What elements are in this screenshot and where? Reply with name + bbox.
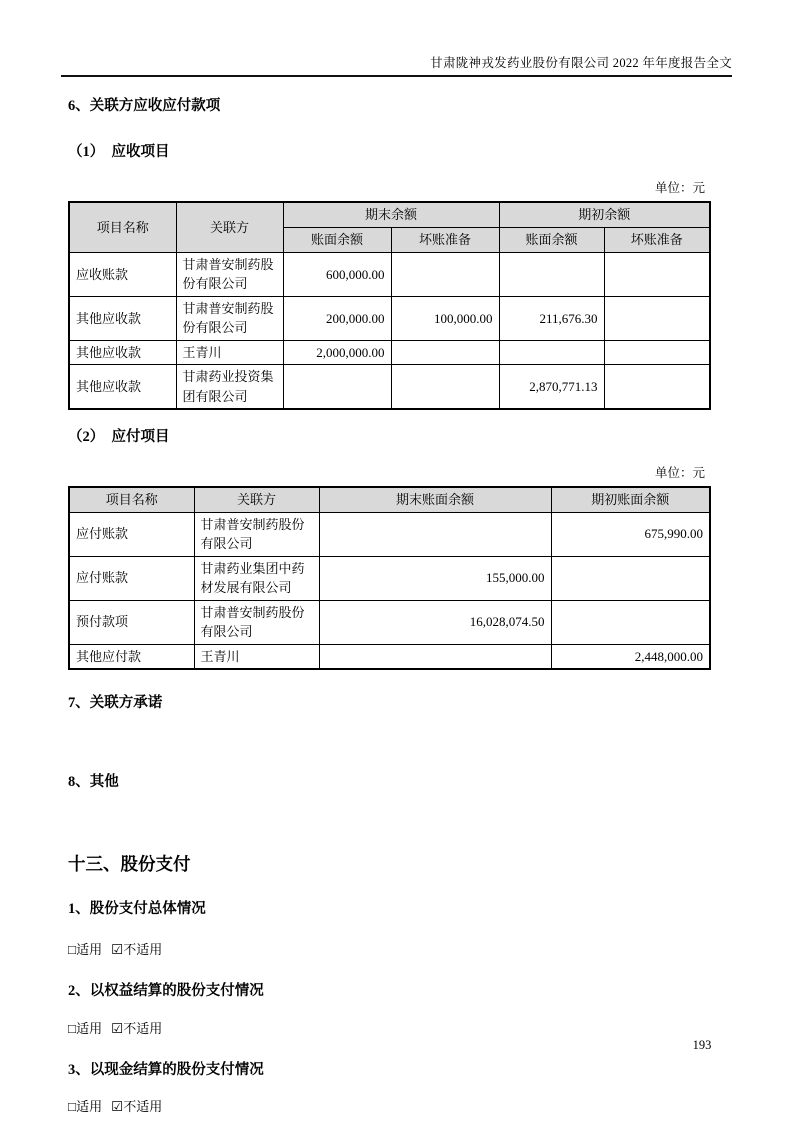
applicability-row [68, 1099, 709, 1115]
table-row [69, 512, 710, 556]
document-header [61, 0, 732, 77]
end-bad-cell [391, 365, 499, 410]
col-header-ending-book-balance: 期末账面余额 [319, 487, 551, 513]
beg-book-cell [499, 340, 604, 365]
party-cell: 王青川 [194, 644, 319, 669]
checkbox-unchecked-icon: □ [68, 942, 77, 958]
checkbox-checked-icon: ☑ [111, 1020, 124, 1036]
party-cell: 甘肃普安制药股份有限公司 [194, 600, 319, 644]
receivables-heading: （1） 应收项目 [68, 144, 170, 161]
end-book-cell [283, 365, 391, 410]
item-cell: 其他应收款 [69, 340, 176, 365]
not-applicable-label: 不适用 [123, 1020, 163, 1036]
applicability-option-not-applicable [111, 1021, 162, 1036]
payables-table [68, 486, 711, 671]
table-row [69, 252, 710, 296]
beginning-balance-cell: 2,448,000.00 [551, 644, 710, 669]
end-bad-cell: 100,000.00 [391, 296, 499, 340]
beginning-balance-cell [551, 600, 710, 644]
beg-book-cell: 2,870,771.13 [499, 365, 604, 410]
col-header-book-balance-end: 账面余额 [283, 227, 391, 252]
payables-heading: （2） 应付项目 [68, 429, 170, 446]
ending-balance-cell [319, 512, 551, 556]
end-book-cell: 2,000,000.00 [283, 340, 391, 365]
applicable-label: 适用 [76, 1099, 103, 1115]
beg-book-cell [499, 252, 604, 296]
applicability-row [68, 1021, 709, 1037]
table-row [69, 340, 710, 365]
col-header-beginning-balance: 期初余额 [499, 202, 710, 228]
applicability-option-not-applicable [111, 942, 162, 957]
applicable-label: 适用 [76, 1020, 103, 1036]
party-cell: 甘肃普安制药股份有限公司 [176, 252, 283, 296]
item-cell: 预付款项 [69, 600, 194, 644]
applicability-option-applicable [68, 1021, 102, 1036]
share-payment-overview-heading: 1、股份支付总体情况 [68, 900, 206, 917]
end-book-cell: 200,000.00 [283, 296, 391, 340]
party-cell: 甘肃药业集团中药材发展有限公司 [194, 556, 319, 600]
beg-bad-cell [604, 252, 710, 296]
item-cell: 其他应收款 [69, 365, 176, 410]
party-cell: 王青川 [176, 340, 283, 365]
col-header-item-name: 项目名称 [69, 487, 194, 513]
beg-bad-cell [604, 296, 710, 340]
cash-settled-heading: 3、以现金结算的股份支付情况 [68, 1061, 264, 1078]
checkbox-checked-icon: ☑ [111, 1099, 124, 1115]
party-cell: 甘肃普安制药股份有限公司 [194, 512, 319, 556]
end-book-cell: 600,000.00 [283, 252, 391, 296]
section-8-heading: 8、其他 [68, 773, 119, 790]
col-header-bad-debt-end: 坏账准备 [391, 227, 499, 252]
col-header-book-balance-begin: 账面余额 [499, 227, 604, 252]
ending-balance-cell [319, 644, 551, 669]
receivables-unit-label: 单位：元 [654, 180, 705, 195]
item-cell: 其他应收款 [69, 296, 176, 340]
end-bad-cell [391, 252, 499, 296]
equity-settled-heading: 2、以权益结算的股份支付情况 [68, 983, 264, 1000]
beginning-balance-cell [551, 556, 710, 600]
party-cell: 甘肃药业投资集团有限公司 [176, 365, 283, 410]
page-number: 193 [692, 1038, 712, 1052]
col-header-item-name: 项目名称 [69, 202, 176, 253]
ending-balance-cell: 155,000.00 [319, 556, 551, 600]
col-header-bad-debt-begin: 坏账准备 [604, 227, 710, 252]
checkbox-unchecked-icon: □ [68, 1020, 77, 1036]
not-applicable-label: 不适用 [123, 1099, 163, 1115]
payables-unit-label: 单位：元 [654, 465, 705, 480]
beg-book-cell: 211,676.30 [499, 296, 604, 340]
beg-bad-cell [604, 365, 710, 410]
col-header-beginning-book-balance: 期初账面余额 [551, 487, 710, 513]
applicability-row [68, 942, 709, 958]
section-7-heading: 7、关联方承诺 [68, 695, 163, 712]
table-row [69, 556, 710, 600]
receivables-table [68, 201, 711, 411]
table-row [69, 600, 710, 644]
beginning-balance-cell: 675,990.00 [551, 512, 710, 556]
table-row [69, 296, 710, 340]
item-cell: 应收账款 [69, 252, 176, 296]
checkbox-checked-icon: ☑ [111, 942, 124, 958]
beg-bad-cell [604, 340, 710, 365]
item-cell: 其他应付款 [69, 644, 194, 669]
applicability-option-applicable [68, 942, 102, 957]
table-row [69, 644, 710, 669]
header-title: 甘肃陇神戎发药业股份有限公司 2022 年年度报告全文 [430, 56, 732, 70]
ending-balance-cell: 16,028,074.50 [319, 600, 551, 644]
end-bad-cell [391, 340, 499, 365]
item-cell: 应付账款 [69, 512, 194, 556]
item-cell: 应付账款 [69, 556, 194, 600]
col-header-related-party: 关联方 [194, 487, 319, 513]
not-applicable-label: 不适用 [123, 942, 163, 958]
checkbox-unchecked-icon: □ [68, 1099, 77, 1115]
col-header-ending-balance: 期末余额 [283, 202, 499, 228]
applicable-label: 适用 [76, 942, 103, 958]
section-6-heading: 6、关联方应收应付款项 [68, 98, 221, 114]
applicability-option-applicable [68, 1099, 102, 1114]
table-row [69, 365, 710, 410]
party-cell: 甘肃普安制药股份有限公司 [176, 296, 283, 340]
document-body [68, 77, 709, 1115]
applicability-option-not-applicable [111, 1099, 162, 1114]
section-13-heading: 十三、股份支付 [68, 853, 191, 874]
col-header-related-party: 关联方 [176, 202, 283, 253]
